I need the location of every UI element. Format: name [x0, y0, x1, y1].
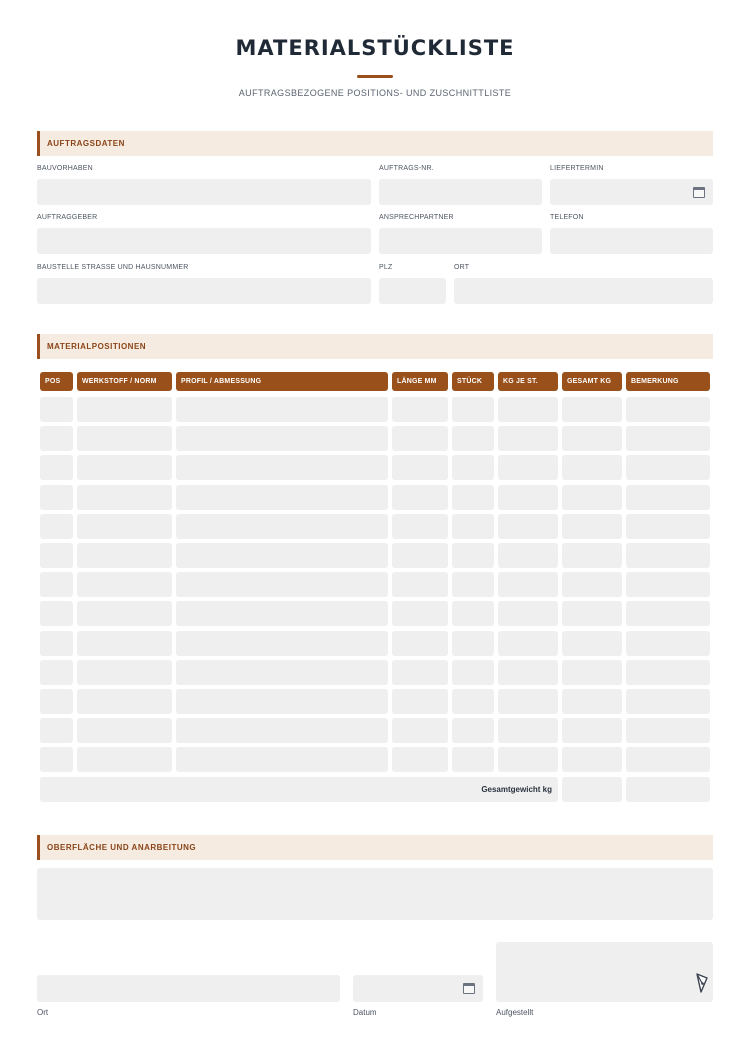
table-cell-length[interactable]	[392, 485, 448, 510]
phone-field[interactable]	[550, 228, 713, 254]
table-cell-pieces[interactable]	[452, 631, 494, 656]
table-cell-pos[interactable]	[40, 543, 73, 568]
table-cell-kg-each[interactable]	[498, 426, 558, 451]
table-cell-pos[interactable]	[40, 601, 73, 626]
table-cell-profile[interactable]	[176, 397, 388, 422]
zip-label: PLZ	[379, 264, 393, 271]
table-cell-pieces[interactable]	[452, 718, 494, 743]
table-cell-material[interactable]	[77, 689, 172, 714]
table-cell-total-kg[interactable]	[562, 631, 622, 656]
table-cell-length[interactable]	[392, 718, 448, 743]
table-cell-pieces[interactable]	[452, 426, 494, 451]
table-cell-profile[interactable]	[176, 572, 388, 597]
table-cell-total-kg[interactable]	[562, 426, 622, 451]
table-cell-kg-each[interactable]	[498, 660, 558, 685]
table-cell-pos[interactable]	[40, 455, 73, 480]
street-field[interactable]	[37, 278, 371, 304]
column-header-material: WERKSTOFF / NORM	[77, 372, 172, 391]
table-cell-kg-each[interactable]	[498, 572, 558, 597]
table-cell-total-kg[interactable]	[562, 718, 622, 743]
contact-field[interactable]	[379, 228, 542, 254]
table-cell-length[interactable]	[392, 689, 448, 714]
table-cell-kg-each[interactable]	[498, 543, 558, 568]
order-no-label: AUFTRAGS-NR.	[379, 165, 434, 172]
table-cell-pos[interactable]	[40, 660, 73, 685]
delivery-date-label: LIEFERTERMIN	[550, 165, 604, 172]
table-cell-pieces[interactable]	[452, 747, 494, 772]
table-cell-remark[interactable]	[626, 601, 710, 626]
table-cell-length[interactable]	[392, 543, 448, 568]
table-cell-profile[interactable]	[176, 689, 388, 714]
table-cell-material[interactable]	[77, 543, 172, 568]
table-cell-length[interactable]	[392, 397, 448, 422]
table-cell-kg-each[interactable]	[498, 485, 558, 510]
table-cell-pos[interactable]	[40, 572, 73, 597]
table-cell-profile[interactable]	[176, 631, 388, 656]
table-cell-pieces[interactable]	[452, 689, 494, 714]
table-cell-total-kg[interactable]	[562, 485, 622, 510]
table-cell-length[interactable]	[392, 631, 448, 656]
date-field[interactable]	[353, 975, 483, 1002]
table-cell-remark[interactable]	[626, 514, 710, 539]
table-cell-length[interactable]	[392, 455, 448, 480]
page-subtitle: AUFTRAGSBEZOGENE POSITIONS- UND ZUSCHNITTLISTE	[238, 88, 512, 98]
section-header-surface	[37, 835, 713, 860]
table-cell-material[interactable]	[77, 514, 172, 539]
section-header-positions	[37, 334, 713, 359]
calendar-icon[interactable]	[693, 187, 705, 198]
section-header-order	[37, 131, 713, 156]
table-cell-pieces[interactable]	[452, 455, 494, 480]
column-header-length: LÄNGE MM	[392, 372, 448, 391]
table-cell-kg-each[interactable]	[498, 601, 558, 626]
client-label: AUFTRAGGEBER	[37, 214, 98, 221]
table-cell-pos[interactable]	[40, 747, 73, 772]
column-header-profile: PROFIL / ABMESSUNG	[176, 372, 388, 391]
table-cell-pos[interactable]	[40, 397, 73, 422]
table-cell-remark[interactable]	[626, 455, 710, 480]
table-cell-pieces[interactable]	[452, 601, 494, 626]
table-cell-material[interactable]	[77, 631, 172, 656]
street-label: BAUSTELLE STRASSE UND HAUSNUMMER	[37, 264, 189, 271]
phone-label: TELEFON	[550, 214, 584, 221]
table-cell-kg-each[interactable]	[498, 689, 558, 714]
pen-nib-icon	[695, 972, 709, 994]
table-cell-total-kg[interactable]	[562, 514, 622, 539]
total-weight-label: Gesamtgewicht kg	[481, 785, 552, 794]
table-cell-total-kg[interactable]	[562, 543, 622, 568]
table-cell-material[interactable]	[77, 660, 172, 685]
order-no-field[interactable]	[379, 179, 542, 205]
client-field[interactable]	[37, 228, 371, 254]
table-cell-pos[interactable]	[40, 689, 73, 714]
table-cell-pieces[interactable]	[452, 397, 494, 422]
table-cell-pieces[interactable]	[452, 485, 494, 510]
table-cell-total-kg[interactable]	[562, 572, 622, 597]
table-cell-total-kg[interactable]	[562, 660, 622, 685]
table-cell-length[interactable]	[392, 601, 448, 626]
delivery-date-field[interactable]	[550, 179, 713, 205]
table-cell-profile[interactable]	[176, 485, 388, 510]
table-cell-profile[interactable]	[176, 455, 388, 480]
table-cell-remark[interactable]	[626, 485, 710, 510]
section-title-positions: MATERIALPOSITIONEN	[47, 342, 147, 351]
table-cell-total-kg[interactable]	[562, 455, 622, 480]
place-field[interactable]	[37, 975, 340, 1002]
table-cell-pos[interactable]	[40, 718, 73, 743]
signed-label: Aufgestellt	[496, 1008, 534, 1017]
table-cell-total-kg[interactable]	[562, 689, 622, 714]
section-title-order: AUFTRAGSDATEN	[47, 139, 125, 148]
table-cell-material[interactable]	[77, 485, 172, 510]
table-cell-pieces[interactable]	[452, 514, 494, 539]
column-header-pieces: STÜCK	[452, 372, 494, 391]
table-cell-remark[interactable]	[626, 747, 710, 772]
table-cell-material[interactable]	[77, 397, 172, 422]
table-cell-remark[interactable]	[626, 631, 710, 656]
table-cell-kg-each[interactable]	[498, 718, 558, 743]
table-cell-remark[interactable]	[626, 660, 710, 685]
table-cell-material[interactable]	[77, 718, 172, 743]
section-title-surface: OBERFLÄCHE UND ANARBEITUNG	[47, 843, 197, 852]
table-cell-kg-each[interactable]	[498, 455, 558, 480]
table-cell-profile[interactable]	[176, 660, 388, 685]
table-cell-total-kg[interactable]	[562, 601, 622, 626]
project-label: BAUVORHABEN	[37, 165, 93, 172]
table-cell-kg-each[interactable]	[498, 631, 558, 656]
city-field[interactable]	[454, 278, 713, 304]
total-weight-row	[40, 777, 558, 802]
table-cell-profile[interactable]	[176, 543, 388, 568]
city-label: ORT	[454, 264, 470, 271]
table-cell-total-kg[interactable]	[562, 747, 622, 772]
table-cell-pieces[interactable]	[452, 660, 494, 685]
table-cell-profile[interactable]	[176, 601, 388, 626]
table-cell-length[interactable]	[392, 572, 448, 597]
total-weight-field[interactable]	[562, 777, 622, 802]
table-cell-material[interactable]	[77, 426, 172, 451]
table-cell-length[interactable]	[392, 747, 448, 772]
table-cell-material[interactable]	[77, 601, 172, 626]
table-cell-material[interactable]	[77, 572, 172, 597]
table-cell-material[interactable]	[77, 747, 172, 772]
table-cell-profile[interactable]	[176, 426, 388, 451]
table-cell-remark[interactable]	[626, 689, 710, 714]
table-cell-profile[interactable]	[176, 718, 388, 743]
table-cell-pos[interactable]	[40, 426, 73, 451]
table-cell-total-kg[interactable]	[562, 397, 622, 422]
table-cell-material[interactable]	[77, 455, 172, 480]
table-cell-kg-each[interactable]	[498, 514, 558, 539]
table-cell-remark[interactable]	[626, 397, 710, 422]
title-underline	[357, 75, 393, 78]
table-cell-remark[interactable]	[626, 718, 710, 743]
table-cell-pos[interactable]	[40, 485, 73, 510]
table-cell-kg-each[interactable]	[498, 397, 558, 422]
calendar-icon[interactable]	[463, 983, 475, 994]
project-field[interactable]	[37, 179, 371, 205]
zip-field[interactable]	[379, 278, 446, 304]
table-cell-pos[interactable]	[40, 514, 73, 539]
table-cell-remark[interactable]	[626, 572, 710, 597]
table-cell-length[interactable]	[392, 514, 448, 539]
place-label: Ort	[37, 1008, 49, 1017]
table-cell-profile[interactable]	[176, 747, 388, 772]
contact-label: ANSPRECHPARTNER	[379, 214, 454, 221]
date-label: Datum	[353, 1008, 377, 1017]
table-cell-pieces[interactable]	[452, 543, 494, 568]
table-cell-remark[interactable]	[626, 543, 710, 568]
table-cell-pos[interactable]	[40, 631, 73, 656]
table-cell-length[interactable]	[392, 660, 448, 685]
table-cell-pieces[interactable]	[452, 572, 494, 597]
table-cell-remark[interactable]	[626, 426, 710, 451]
signature-field[interactable]	[496, 942, 713, 1002]
total-weight-remark[interactable]	[626, 777, 710, 802]
column-header-remark: BEMERKUNG	[626, 372, 710, 391]
table-cell-profile[interactable]	[176, 514, 388, 539]
page-title: MATERIALSTÜCKLISTE	[235, 36, 515, 60]
column-header-total-kg: GESAMT KG	[562, 372, 622, 391]
table-cell-length[interactable]	[392, 426, 448, 451]
surface-textarea[interactable]	[37, 868, 713, 920]
column-header-pos: POS	[40, 372, 73, 391]
table-cell-kg-each[interactable]	[498, 747, 558, 772]
column-header-kg-each: KG JE ST.	[498, 372, 558, 391]
